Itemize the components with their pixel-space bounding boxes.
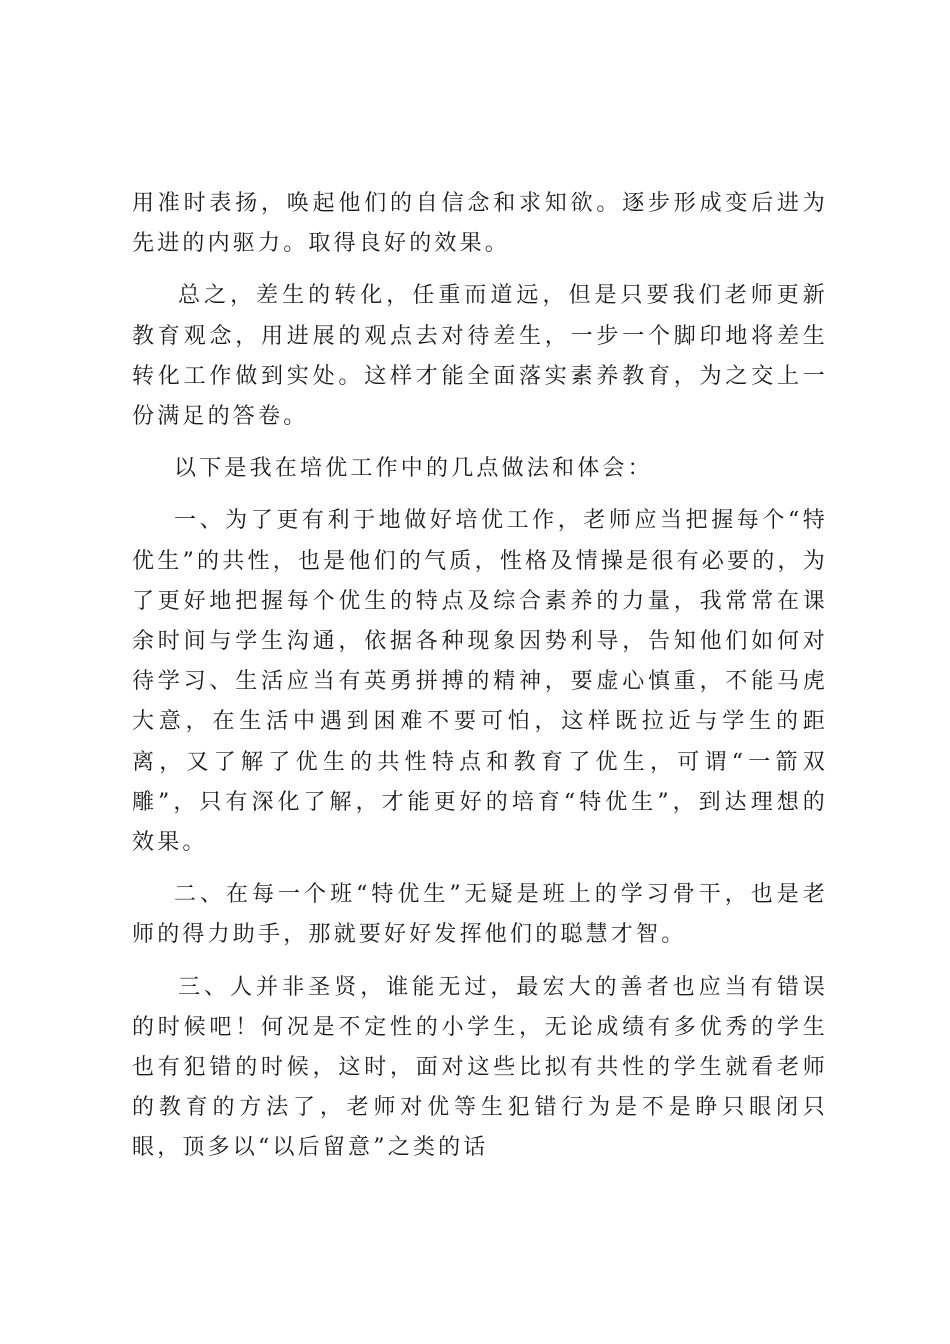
paragraph-summary: 总之，差生的转化，任重而道远，但是只要我们老师更新教育观念，用进展的观点去对待差生，一步一个脚印地将差生转化工作做到实处。这样才能全面落实素养教育，为之交上一份满足的答卷。 — [132, 283, 828, 430]
paragraph-point-one: 一、为了更有利于地做好培优工作，老师应当把握每个“特优生”的共性，也是他们的气质，性格及情操是很有必要的，为了更好地把握每个优生的特点及综合素养的力量，我常常在课余时间与学生沟通，依据各种现象因势利导，告知他们如何对待学习、生活应当有英勇拼搏的精神，要虚心慎重，不能马虎大意，在生活中遇到困难不要可怕，这样既拉近与学生的距离，又了解了优生的共性特点和教育了优生，可谓“一箭双雕”，只有深化了解，才能更好的培育“特优生”，到达理想的效果。 — [132, 508, 828, 856]
paragraph-point-two: 二、在每一个班“特优生”无疑是班上的学习骨干，也是老师的得力助手，那就要好好发挥他们的聪慧才智。 — [132, 882, 828, 948]
document-body — [132, 184, 828, 1181]
paragraph-continuation: 用准时表扬，唤起他们的自信念和求知欲。逐步形成变后进为先进的内驱力。取得良好的效果。 — [132, 191, 828, 257]
paragraph-intro: 以下是我在培优工作中的几点做法和体会： — [174, 456, 653, 482]
paragraph-point-three: 三、人并非圣贤，谁能无过，最宏大的善者也应当有错误的时候吧！何况是不定性的小学生，无论成绩有多优秀的学生也有犯错的时候，这时，面对这些比拟有共性的学生就看老师的教育的方法了，老师对优等生犯错行为是不是睁只眼闭只眼，顶多以“以后留意”之类的话 — [132, 974, 828, 1161]
